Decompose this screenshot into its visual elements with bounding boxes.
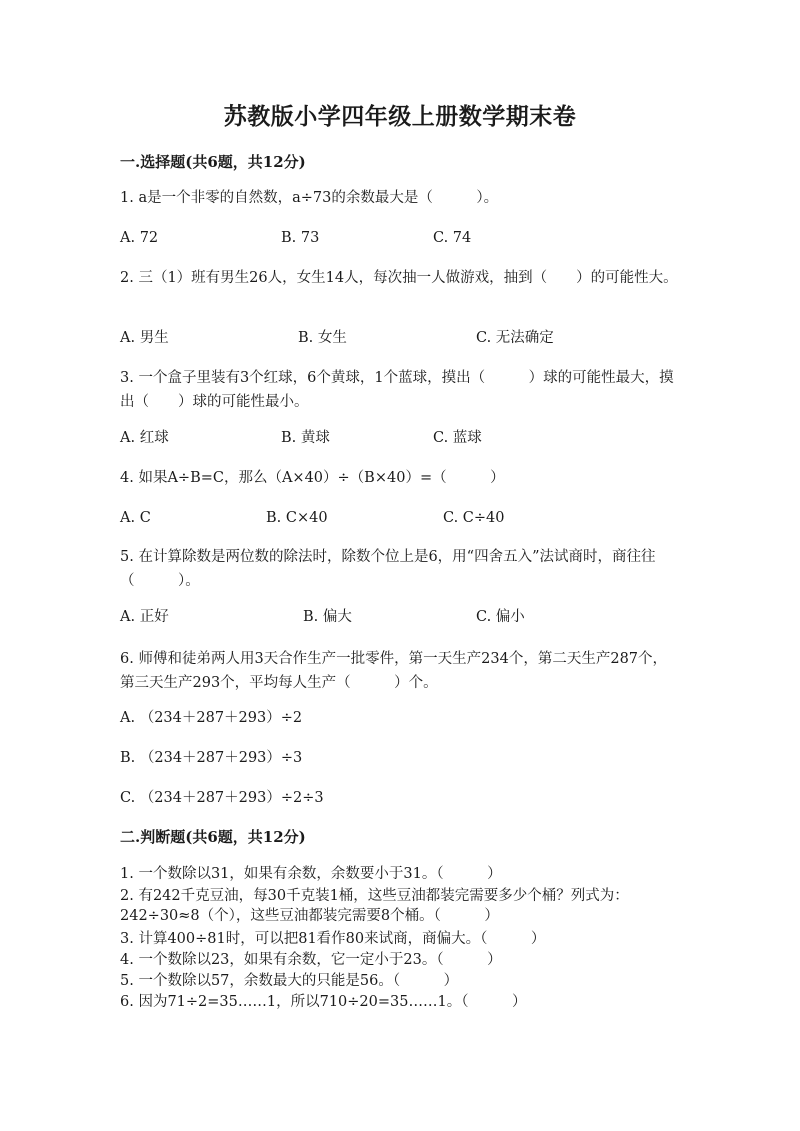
- question-4-option-b: B. C×40: [266, 510, 328, 526]
- question-2-option-a: A. 男生: [120, 330, 169, 346]
- question-5-option-c: C. 偏小: [476, 609, 525, 625]
- question-4: 4. 如果A÷B=C，那么（A×40）÷（B×40）=（ ）: [120, 470, 505, 486]
- question-2-option-c: C. 无法确定: [476, 330, 554, 346]
- judge-item-5: 5. 一个数除以57，余数最大的只能是56。（ ）: [120, 973, 459, 989]
- question-6-option-c: C. （234＋287＋293）÷2÷3: [120, 790, 324, 806]
- judge-item-2: 2. 有242千克豆油，每30千克装1桶，这些豆油都装完需要多少个桶？列式为：242÷30≈8（个），这些豆油都装完需要8个桶。（ ）: [120, 888, 629, 924]
- question-1-option-a: A. 72: [120, 230, 159, 246]
- section-heading-choice: 一.选择题(共6题，共12分): [120, 153, 306, 171]
- question-6: 6. 师傅和徒弟两人用3天合作生产一批零件，第一天生产234个，第二天生产287个，第三天生产293个，平均每人生产（ ）个。: [120, 651, 668, 691]
- page-title: 苏教版小学四年级上册数学期末卷: [223, 103, 577, 130]
- question-2: 2. 三（1）班有男生26人，女生14人，每次抽一人做游戏，抽到（ ）的可能性大。: [120, 270, 678, 286]
- question-1-option-c: C. 74: [433, 230, 472, 246]
- judge-item-6: 6. 因为71÷2=35……1，所以710÷20=35……1。（ ）: [120, 994, 527, 1010]
- question-5-option-b: B. 偏大: [303, 609, 352, 625]
- judge-item-4: 4. 一个数除以23，如果有余数，它一定小于23。（ ）: [120, 952, 502, 968]
- question-1: 1. a是一个非零的自然数，a÷73的余数最大是（ ）。: [120, 190, 499, 206]
- question-6-option-a: A. （234＋287＋293）÷2: [120, 710, 303, 726]
- question-3-option-b: B. 黄球: [281, 430, 330, 446]
- question-5-option-a: A. 正好: [120, 609, 169, 625]
- question-6-option-b: B. （234＋287＋293）÷3: [120, 750, 303, 766]
- question-3-option-c: C. 蓝球: [433, 430, 482, 446]
- question-3-option-a: A. 红球: [120, 430, 169, 446]
- question-4-option-a: A. C: [120, 510, 151, 526]
- section-heading-judge: 二.判断题(共6题，共12分): [120, 828, 306, 846]
- judge-item-1: 1. 一个数除以31，如果有余数，余数要小于31。（ ）: [120, 866, 502, 882]
- judge-item-3: 3. 计算400÷81时，可以把81看作80来试商，商偏大。（ ）: [120, 931, 546, 947]
- question-3: 3. 一个盒子里装有3个红球，6个黄球，1个蓝球，摸出（ ）球的可能性最大，摸出（ ）球的可能性最小。: [120, 370, 674, 410]
- question-4-option-c: C. C÷40: [443, 510, 505, 526]
- question-5: 5. 在计算除数是两位数的除法时，除数个位上是6，用“四舍五入”法试商时，商往往（ ）。: [120, 549, 656, 589]
- question-2-option-b: B. 女生: [298, 330, 347, 346]
- question-1-option-b: B. 73: [281, 230, 320, 246]
